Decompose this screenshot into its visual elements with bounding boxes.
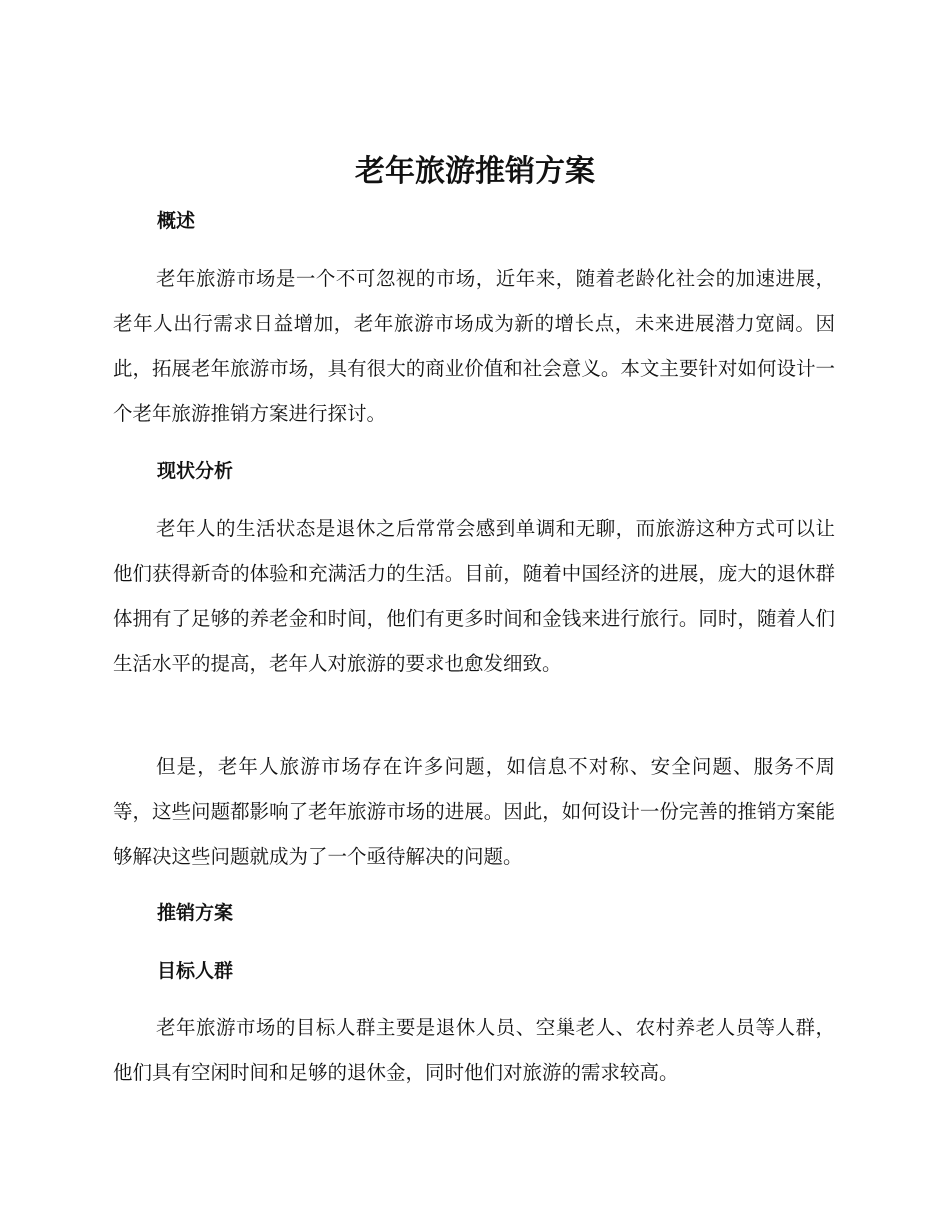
section-heading-status: 现状分析 <box>157 460 234 482</box>
subheading-target-audience: 目标人群 <box>157 960 234 982</box>
status-paragraph-2: 但是，老年人旅游市场存在许多问题，如信息不对称、安全问题、服务不周等，这些问题都影响了老年旅游市场的进展。因此，如何设计一份完善的推销方案能够解决这些问题就成为了一个亟待解决的问题。 <box>113 755 835 868</box>
target-audience-paragraph: 老年旅游市场的目标人群主要是退休人员、空巢老人、农村养老人员等人群，他们具有空闲时间和足够的退休金，同时他们对旅游的需求较高。 <box>113 1016 835 1084</box>
section-heading-overview: 概述 <box>157 210 196 232</box>
overview-paragraph: 老年旅游市场是一个不可忽视的市场，近年来，随着老龄化社会的加速进展，老年人出行需求日益增加，老年旅游市场成为新的增长点，未来进展潜力宽阔。因此，拓展老年旅游市场，具有很大的商业价值和社会意义。本文主要针对如何设计一个老年旅游推销方案进行探讨。 <box>113 267 835 425</box>
section-heading-plan: 推销方案 <box>157 902 234 924</box>
document-title: 老年旅游推销方案 <box>355 154 595 189</box>
status-paragraph-1: 老年人的生活状态是退休之后常常会感到单调和无聊，而旅游这种方式可以让他们获得新奇的体验和充满活力的生活。目前，随着中国经济的进展，庞大的退休群体拥有了足够的养老金和时间，他们有更多时间和金钱来进行旅行。同时，随着人们生活水平的提高，老年人对旅游的要求也愈发细致。 <box>113 517 835 675</box>
